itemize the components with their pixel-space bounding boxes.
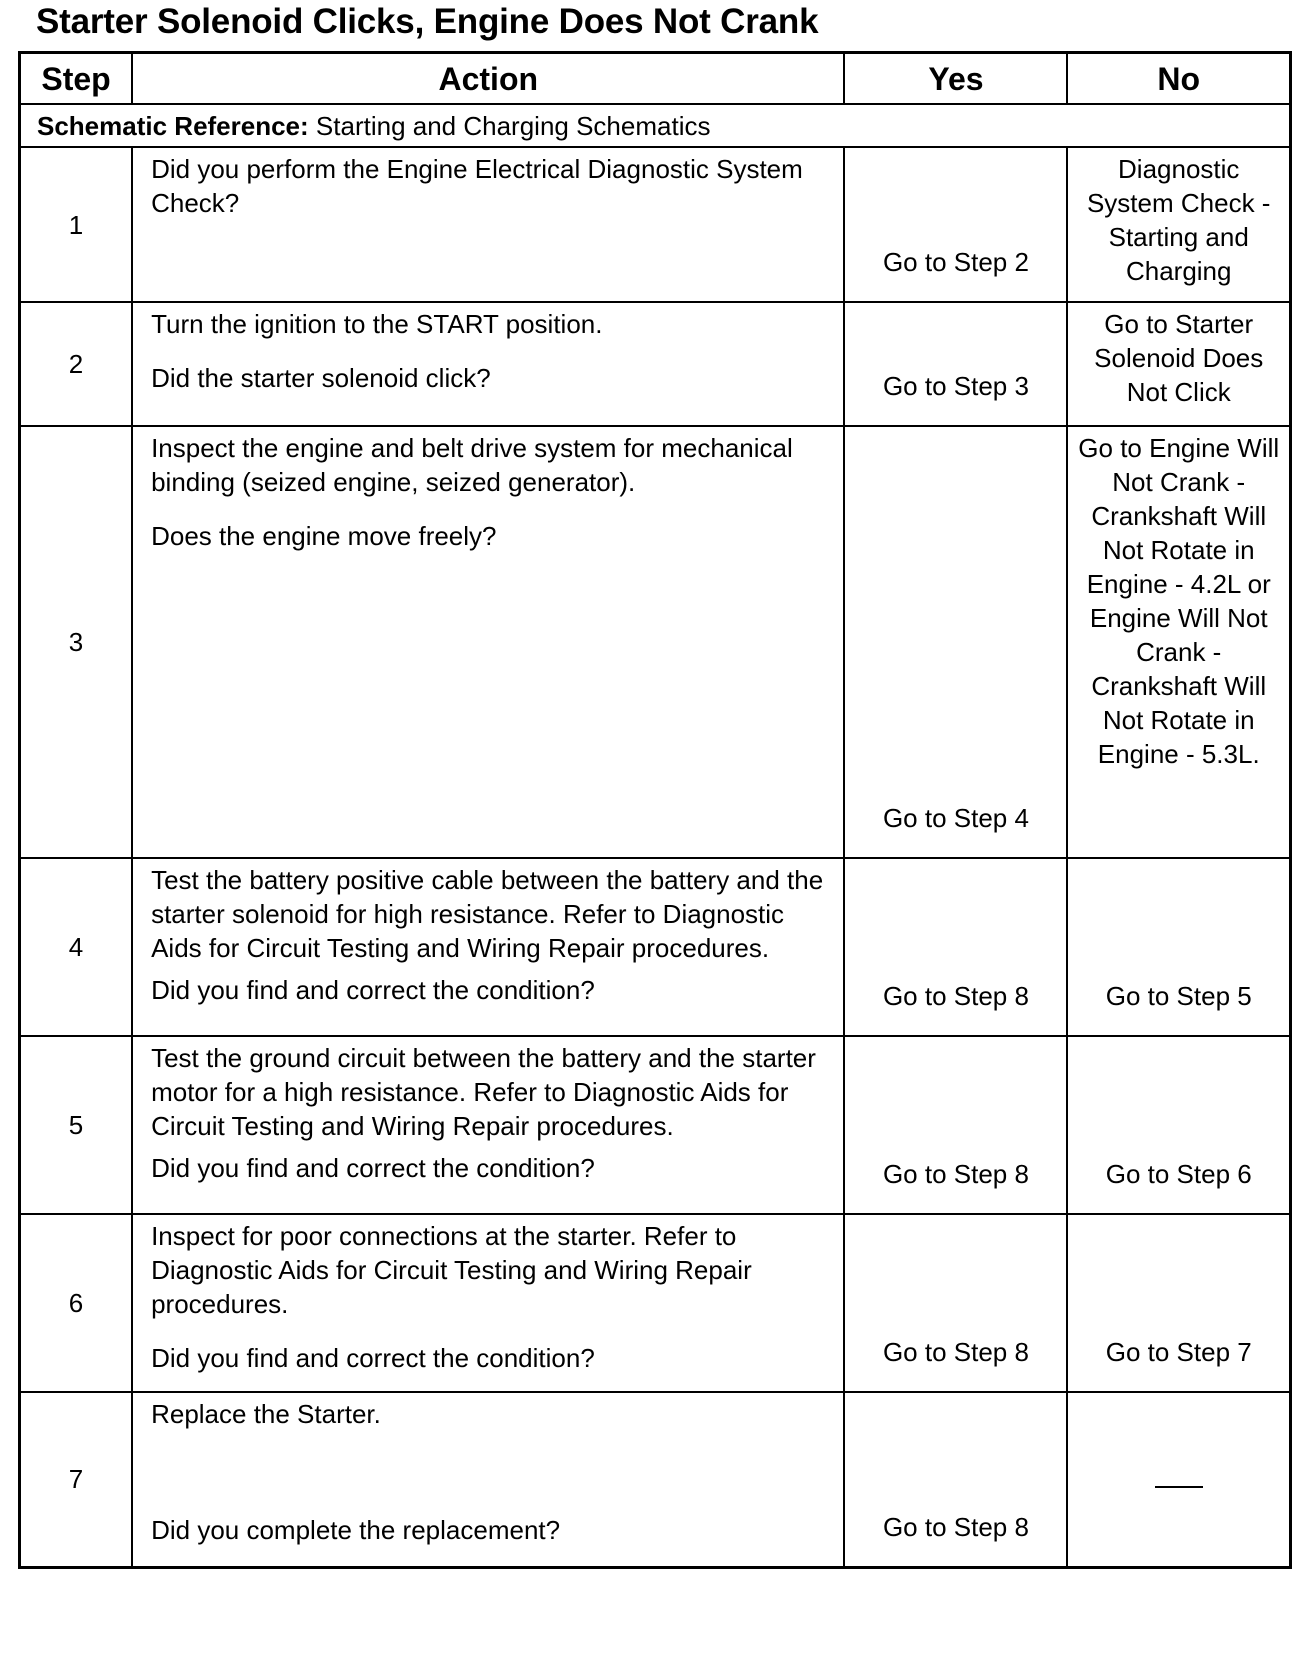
action-cell <box>132 1036 844 1214</box>
action-question: Did the starter solenoid click? <box>151 363 491 393</box>
action-question: Does the engine move freely? <box>151 521 497 551</box>
yes-cell: Go to Step 8 <box>844 858 1067 1036</box>
no-cell: Diagnostic System Check - Starting and Charging <box>1067 147 1290 302</box>
action-text: Test the battery positive cable between the battery and the starter solenoid for high resistance. Refer to Diagnostic Aids for Circuit Testing and Wiring Repair procedures. <box>151 865 824 963</box>
table-row <box>20 147 1291 302</box>
header-no: No <box>1067 53 1290 105</box>
schematic-label: Schematic Reference: <box>37 110 309 141</box>
action-cell <box>132 1214 844 1392</box>
action-question: Did you find and correct the condition? <box>151 1153 595 1183</box>
header-action: Action <box>132 53 844 105</box>
action-cell <box>132 147 844 302</box>
table-row <box>20 1036 1291 1214</box>
step-number: 5 <box>20 1036 133 1214</box>
action-text: Did you perform the Engine Electrical Diagnostic System Check? <box>151 154 803 218</box>
step-number: 2 <box>20 302 133 426</box>
step-number: 1 <box>20 147 133 302</box>
yes-cell: Go to Step 8 <box>844 1036 1067 1214</box>
yes-cell: Go to Step 2 <box>844 147 1067 302</box>
header-yes: Yes <box>844 53 1067 105</box>
header-step: Step <box>20 53 133 105</box>
action-cell <box>132 426 844 858</box>
action-cell <box>132 1392 844 1567</box>
step-number: 4 <box>20 858 133 1036</box>
no-cell: Go to Step 7 <box>1067 1214 1290 1392</box>
step-number: 7 <box>20 1392 133 1567</box>
action-question: Did you find and correct the condition? <box>151 975 595 1005</box>
yes-cell: Go to Step 8 <box>844 1392 1067 1567</box>
yes-cell: Go to Step 4 <box>844 426 1067 858</box>
schematic-reference <box>20 104 1291 147</box>
table-row <box>20 1392 1291 1567</box>
action-text: Inspect for poor connections at the starter. Refer to Diagnostic Aids for Circuit Testing and Wiring Repair procedures. <box>151 1221 752 1319</box>
table-row <box>20 1214 1291 1392</box>
action-text: Inspect the engine and belt drive system for mechanical binding (seized engine, seized generator). <box>151 433 793 497</box>
schematic-link: Starting and Charging Schematics <box>315 110 711 141</box>
action-question: Did you complete the replacement? <box>151 1515 561 1545</box>
action-cell <box>132 858 844 1036</box>
table-row <box>20 858 1291 1036</box>
no-value-dash <box>1155 1486 1203 1488</box>
action-text: Turn the ignition to the START position. <box>151 309 603 339</box>
no-cell <box>1067 1392 1290 1567</box>
page-title: Starter Solenoid Clicks, Engine Does Not Crank <box>36 2 819 41</box>
no-cell: Go to Engine Will Not Crank - Crankshaft Will Not Rotate in Engine - 4.2L or Engine Will Not Crank - Crankshaft Will Not Rotate in Engine - 5.3L. <box>1067 426 1290 858</box>
step-number: 3 <box>20 426 133 858</box>
action-text: Test the ground circuit between the battery and the starter motor for a high resistance. Refer to Diagnostic Aids for Circuit Testing and Wiring Repair procedures. <box>151 1043 816 1141</box>
step-number: 6 <box>20 1214 133 1392</box>
table-row <box>20 302 1291 426</box>
table-header-row <box>20 53 1291 105</box>
yes-cell: Go to Step 3 <box>844 302 1067 426</box>
diagnostic-table <box>18 51 1292 1569</box>
schematic-row <box>20 104 1291 147</box>
table-row <box>20 426 1291 858</box>
action-cell <box>132 302 844 426</box>
action-question: Did you find and correct the condition? <box>151 1343 595 1373</box>
no-cell: Go to Step 6 <box>1067 1036 1290 1214</box>
no-cell: Go to Starter Solenoid Does Not Click <box>1067 302 1290 426</box>
no-cell: Go to Step 5 <box>1067 858 1290 1036</box>
yes-cell: Go to Step 8 <box>844 1214 1067 1392</box>
action-text: Replace the Starter. <box>151 1399 381 1429</box>
